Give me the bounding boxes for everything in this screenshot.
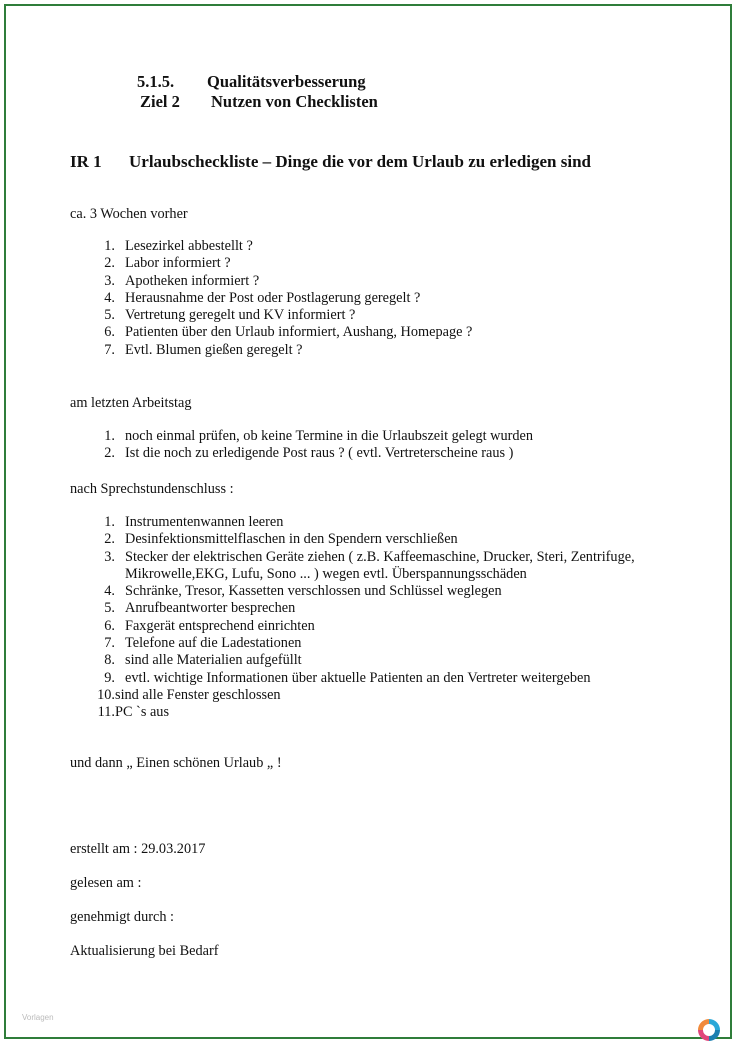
item-number: 4. [104,583,115,600]
item-text: Anrufbeantworter besprechen [125,600,296,617]
item-text: Ist die noch zu erledigende Post raus ? ( evtl. Vertreterscheine raus ) [125,445,514,462]
item-number: 7. [104,341,115,358]
read-field: gelesen am : [70,875,142,891]
item-text: Telefone auf die Ladestationen [125,635,302,652]
section-heading-3-weeks: ca. 3 Wochen vorher [70,206,188,222]
list-item [90,618,685,635]
item-number: 5. [104,307,115,324]
item-text: Herausnahme der Post oder Postlagerung geregelt ? [125,289,421,306]
section-number: 5.1.5. [137,72,175,91]
checklist-after-hours [90,514,685,722]
item-number: 6. [104,324,115,341]
item-text: sind alle Materialien aufgefüllt [125,652,302,669]
checklist-last-day [90,428,685,463]
item-text: Labor informiert ? [125,255,231,272]
item-number: 3. [104,272,115,289]
item-text: sind alle Fenster geschlossen [115,686,281,703]
item-number: 5. [104,600,115,617]
item-text: Evtl. Blumen gießen geregelt ? [125,341,303,358]
list-item [90,704,685,721]
list-item [90,583,685,600]
item-text: Faxgerät entsprechend einrichten [125,617,315,634]
item-text: Instrumentenwannen leeren [125,514,284,530]
list-item [90,531,685,548]
item-text: Lesezirkel abbestellt ? [125,238,253,254]
item-number: 3. [104,548,115,565]
item-number: 8. [104,652,115,669]
list-item [90,307,685,324]
item-number: 11. [97,704,115,721]
item-text: Schränke, Tresor, Kassetten verschlossen und Schlüssel weglegen [125,583,502,600]
list-item [90,549,685,584]
item-text: Apotheken informiert ? [125,272,260,289]
item-text: Patienten über den Urlaub informiert, Aushang, Homepage ? [125,324,473,341]
item-number: 9. [104,669,115,686]
list-item [90,342,685,359]
closing-line: und dann „ Einen schönen Urlaub „ ! [70,755,282,771]
item-text: Vertretung geregelt und KV informiert ? [125,307,356,324]
list-item [90,255,685,272]
section-title: Qualitätsverbesserung [207,72,366,91]
item-number: 2. [104,531,115,548]
list-item [90,238,685,255]
list-item [90,635,685,652]
item-number: 6. [104,617,115,634]
checklist-3-weeks [90,238,685,359]
list-item [90,290,685,307]
list-item [90,652,685,669]
goal-title: Nutzen von Checklisten [211,92,378,111]
item-text: evtl. wichtige Informationen über aktuelle Patienten an den Vertreter weitergeben [125,669,591,686]
item-number: 7. [104,635,115,652]
list-item [90,324,685,341]
section-heading-last-day: am letzten Arbeitstag [70,395,192,411]
item-text: noch einmal prüfen, ob keine Termine in die Urlaubszeit gelegt wurden [125,428,534,444]
brand-logo-icon [696,1017,722,1043]
item-number: 2. [104,255,115,272]
document-title: Urlaubscheckliste – Dinge die vor dem Urlaub zu erledigen sind [129,152,591,171]
item-text: Stecker der elektrischen Geräte ziehen ( z.B. Kaffeemaschine, Drucker, Steri, Zentrifuge, Mikrowelle,EKG, Lufu, Sono ... ) wegen evtl. Überspannungsschäden [125,548,635,582]
item-text: Desinfektionsmittelflaschen in den Spendern verschließen [125,531,458,548]
update-note: Aktualisierung bei Bedarf [70,943,219,959]
item-number: 4. [104,289,115,306]
item-text: PC `s aus [115,704,170,721]
created-date: erstellt am : 29.03.2017 [70,841,206,857]
list-item [90,445,685,462]
section-heading-after-hours: nach Sprechstundenschluss : [70,481,234,497]
item-number: 2. [104,445,115,462]
goal-label: Ziel 2 [140,92,180,111]
list-item [90,687,685,704]
item-number: 1. [104,238,115,254]
document-code: IR 1 [70,152,102,171]
approved-field: genehmigt durch : [70,909,175,925]
list-item [90,670,685,687]
list-item [90,273,685,290]
list-item [90,428,685,445]
item-number: 10. [97,686,115,703]
list-item [90,514,685,531]
watermark-text: Vorlagen [22,1013,54,1022]
item-number: 1. [104,428,115,444]
item-number: 1. [104,514,115,530]
list-item [90,600,685,617]
